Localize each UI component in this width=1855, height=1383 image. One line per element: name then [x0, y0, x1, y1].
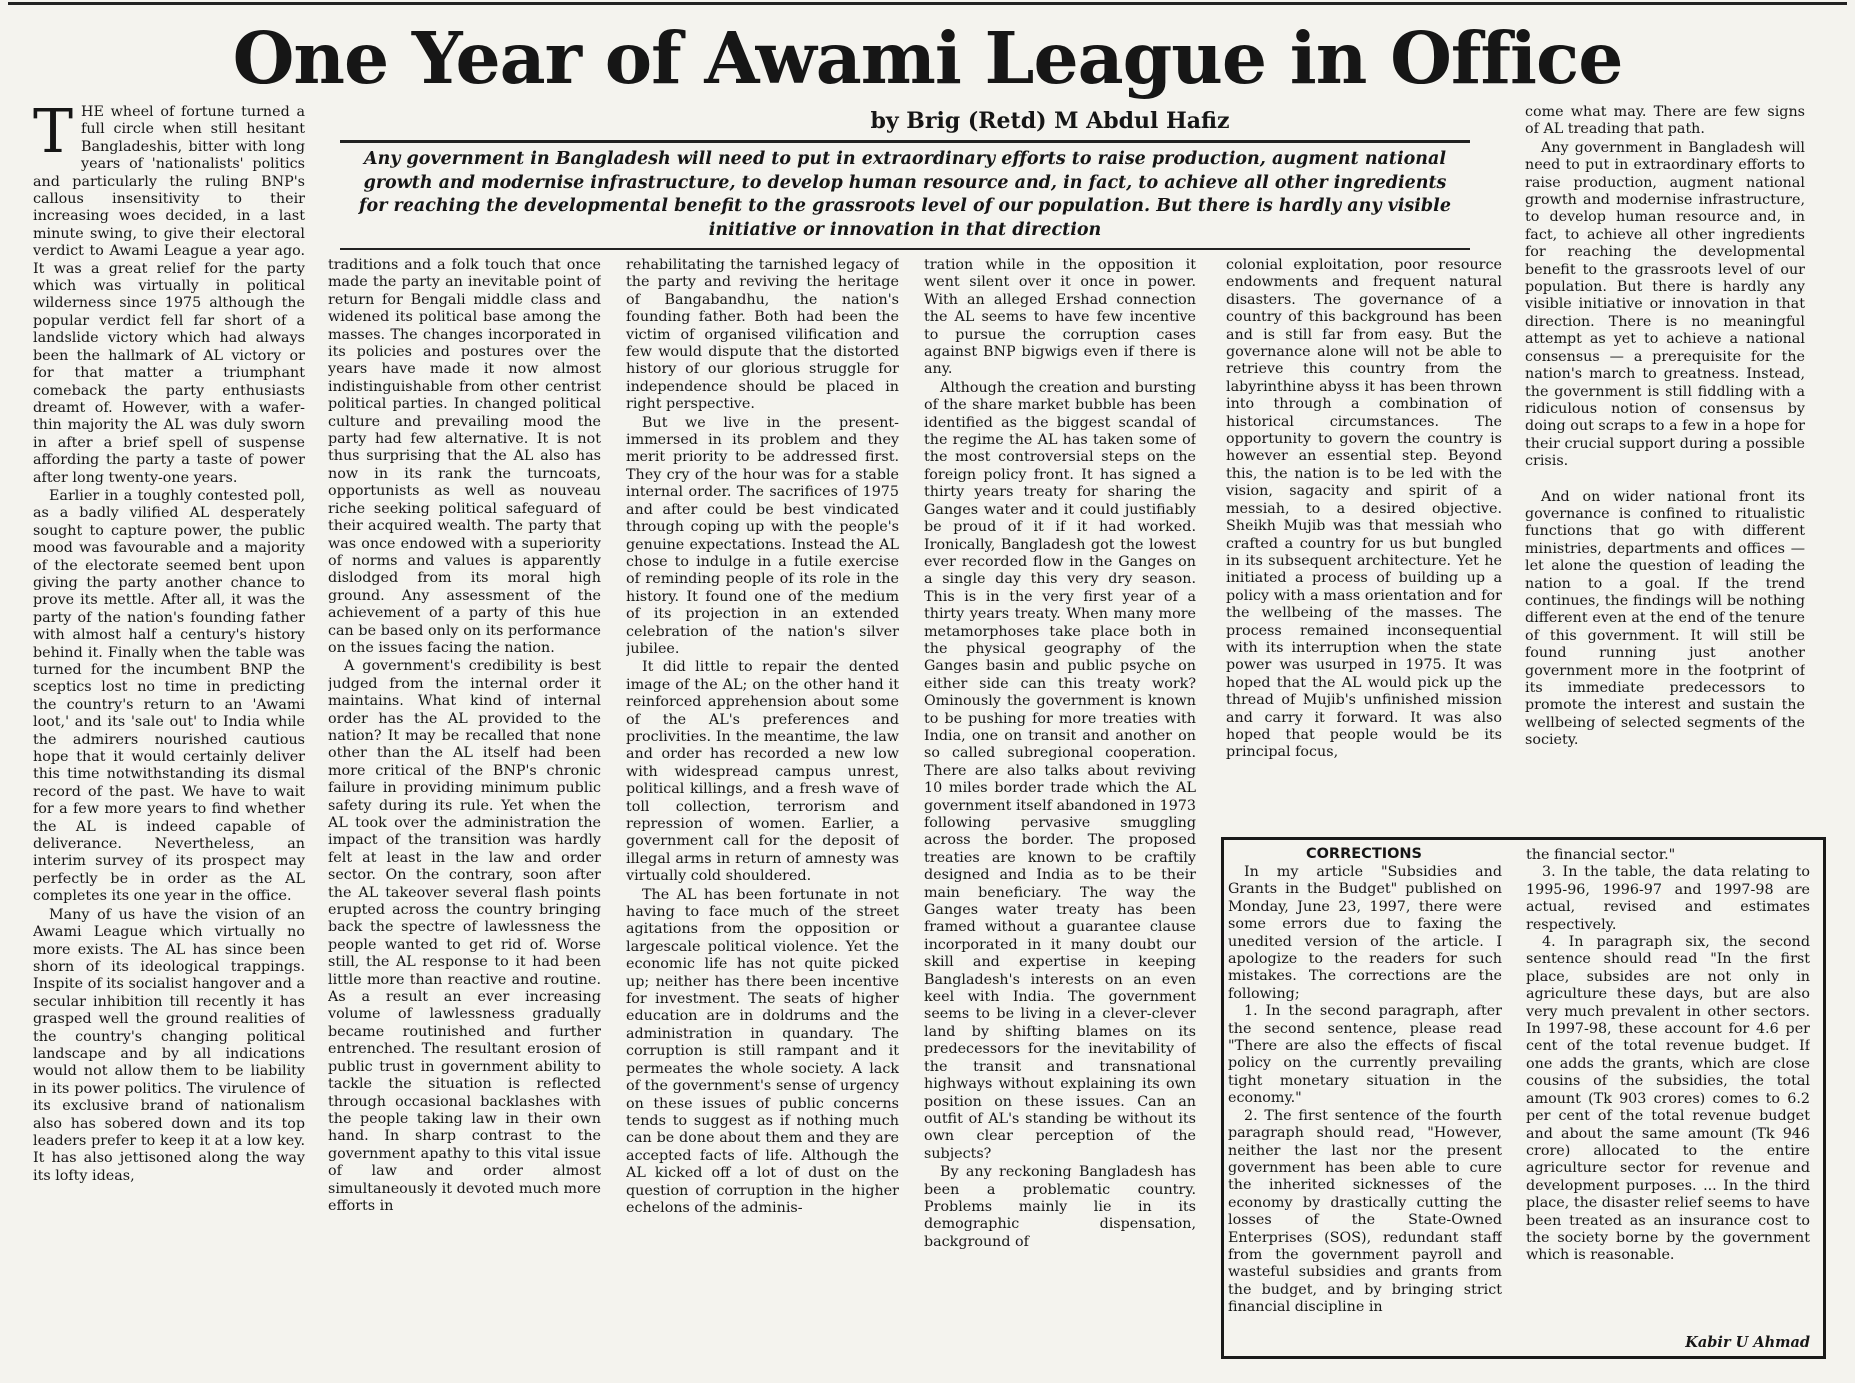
deck: Any government in Bangladesh will need to put in extraordinary efforts to raise production, augment national growth and modernise infrastructure, to develop human resource and, in fact, to achieve all other ingredients for reaching the developmental benefit to the grassroots level of our population. But there is hardly any visible initiative or innovation in that direction — [359, 149, 1451, 240]
correction-paragraph: 4. In paragraph six, the second sentence should read "In the first place, subsides are not only in agriculture these days, but are also very much prevalent in other sectors. In 1997-98, these account for 4.6 per cent of the total revenue budget. If one adds the grants, which are close cousins of the subsidies, the total amount (Tk 903 crores) comes to 6.2 per cent of the total revenue budget and about the same amount (Tk 946 crore) allocated to the entire agriculture sector for revenue and development purposes. ... In the third place, the disaster relief seems to have been treated as an insurance cost to the society borne by the government which is reasonable. — [1526, 934, 1810, 1264]
headline: One Year of Awami League in Office — [232, 16, 1623, 100]
correction-paragraph: 1. In the second paragraph, after the second sentence, please read "There are also the effects of fiscal policy on the currently prevailing tight monetary situation in the economy." — [1228, 1003, 1502, 1107]
article-paragraph: HE wheel of fortune turned a full circle when still hesitant Bangladeshis, bitter with long years of 'nationalists' politics and particularly the ruling BNP's callous insensitivity to their increasing woes decided, in a last minute swing, to give their electoral verdict to Awami League a year ago. It was a great relief for the party which was virtually in political wilderness since 1975 although the popular verdict fell far short of a landslide victory which had always been the hallmark of AL victory or for that matter a triumphant comeback the party enthusiasts dreamt of. However, with a wafer-thin majority the AL was duly sworn in after a brief spell of suspense affording the party a taste of power after long twenty-one years. — [33, 104, 305, 486]
article-column-5 — [1226, 257, 1502, 829]
corrections-column-right — [1526, 847, 1810, 1331]
article-column-4 — [924, 257, 1196, 1360]
article-column-3 — [626, 257, 899, 1360]
corrections-column-left — [1228, 864, 1502, 1356]
article-paragraph: rehabilitating the tarnished legacy of the party and reviving the heritage of Bangabandhu, the nation's founding father. Both had been the victim of organised vilification and few would dispute that the distorted history of our glorious struggle for independence should be placed in right perspective. — [626, 257, 899, 413]
correction-paragraph: In my article "Subsidies and Grants in the Budget" published on Monday, June 23, 1997, there were some errors due to faxing the unedited version of the article. I apologize to the readers for such mistakes. The corrections are the following; — [1228, 864, 1502, 1002]
article-paragraph: But we live in the present-immersed in its problem and they merit priority to be addressed first. They cry of the hour was for a stable internal order. The sacrifices of 1975 and after could be best vindicated through coping up with the people's genuine expectations. Instead the AL chose to indulge in a futile exercise of reminding people of its role in the history. It found one of the medium of its projection in an extended celebration of the nation's silver jubilee. — [626, 414, 899, 657]
deck-top-rule — [340, 140, 1470, 143]
article-paragraph: Although the creation and bursting of the share market bubble has been identified as the biggest scandal of the regime the AL has taken some of the most controversial steps on the foreign policy front. It has signed a thirty years treaty for sharing the Ganges water and it could justifiably be proud of it if it had worked. Ironically, Bangladesh got the lowest ever recorded flow in the Ganges on a single day this very dry season. This is in the very first year of a thirty years treaty. When many more metamorphoses take place both in the physical geography of the Ganges basin and public psyche on either side can this treaty work? Ominously the government is known to be pushing for more treaties with India, one on transit and another on so called subregional cooperation. There are also talks about reviving 10 miles border trade which the AL government itself abandoned in 1973 following pervasive smuggling across the border. The proposed treaties are known to be craftily designed and India as to be their main beneficiary. The way the Ganges water treaty has been framed without a guarantee clause incorporated in it many doubt our skill and expertise in keeping Bangladesh's interests on an even keel with India. The government seems to be living in a clever-clever land by shifting blames on its predecessors for the inevitability of the transit and transnational highways without explaining its own position on these issues. Can an outfit of AL's standing be without its own clear perception of the subjects? — [924, 379, 1196, 1162]
byline: by Brig (Retd) M Abdul Hafiz — [870, 108, 1230, 134]
deck-bottom-rule — [340, 248, 1470, 250]
article-paragraph: traditions and a folk touch that once made the party an inevitable point of return for Bengali middle class and widened its political base among the masses. The changes incorporated in its policies and postures over the years have made it now almost indistinguishable from other centrist political parties. In changed political culture and prevailing mood the party had few alternative. It is not thus surprising that the AL also has now in its rank the turncoats, opportunists as well as nouveau riche seeking political safeguard of their acquired wealth. The party that was once endowed with a superiority of norms and values is apparently dislodged from its moral high ground. Any assessment of the achievement of a party of this hue can be based only on its performance on the issues facing the nation. — [328, 257, 601, 656]
article-paragraph: come what may. There are few signs of AL treading that path. — [1525, 104, 1805, 138]
article-paragraph: Many of us have the vision of an Awami League which virtually no more exists. The AL has since been shorn of its ideological trappings. Inspite of its socialist hangover and a secular inhibition till recently it has grasped well the ground realities of the country's changing political landscape and by all indications would not allow them to be liability in its power politics. The virulence of its exclusive brand of nationalism also has sobered down and its top leaders prefer to keep it at a low key. It has also jettisoned along the way its lofty ideas, — [33, 906, 305, 1184]
article-paragraph: The AL has been fortunate in not having to face much of the street agitations from the opposition or largescale political violence. Yet the economic life has not quite picked up; neither has there been incentive for investment. The seats of higher education are in doldrums and the administration in quandary. The corruption is still rampant and it permeates the whole society. A lack of the government's sense of urgency on these issues of public concerns tends to suggest as if nothing much can be done about them and they are accepted facts of life. Although the AL kicked off a lot of dust on the question of corruption in the higher echelons of the adminis- — [626, 886, 899, 1216]
correction-paragraph: 3. In the table, the data relating to 1995-96, 1996-97 and 1997-98 are actual, revised and estimates respectively. — [1526, 864, 1810, 933]
article-paragraph: It did little to repair the dented image of the AL; on the other hand it reinforced apprehension about some of the AL's preferences and proclivities. In the meantime, the law and order has recorded a new low with widespread campus unrest, political killings, and a fresh wave of toll collection, terrorism and repression of women. Earlier, a government call for the deposit of illegal arms in return of amnesty was virtually cold shouldered. — [626, 659, 899, 885]
correction-paragraph: the financial sector." — [1526, 847, 1676, 863]
corrections-title: CORRECTIONS — [1305, 846, 1423, 862]
article-column-2 — [328, 257, 601, 1360]
drop-cap: T — [33, 104, 74, 167]
article-paragraph: Any government in Bangladesh will need to put in extraordinary efforts to raise production, augment national growth and modernise infrastructure, to develop human resource and, in fact, to achieve all other ingredients for reaching the developmental benefit to the grassroots level of our population. But there is hardly any visible initiative or innovation in that direction. There is no meaningful attempt as yet to achieve a national consensus — a prerequisite for the nation's march to greatness. Instead, the government is still fiddling with a ridiculous notion of consensus by doing out scraps to a few in a hope for their crucial support during a possible crisis. — [1525, 139, 1805, 470]
article-paragraph: Earlier in a toughly contested poll, as a badly vilified AL desperately sought to capture power, the public mood was favourable and a majority of the electorate seemed bent upon giving the party another chance to prove its mettle. After all, it was the party of the nation's founding father with almost half a century's history behind it. Finally when the table was turned for the incumbent BNP the sceptics lost no time in predicting the country's return to an 'Awami loot,' and its 'sale out' to India while the admirers nourished cautious hope that it would certainly deliver this time notwithstanding its dismal record of the past. We have to wait for a few more years to find whether the AL is indeed capable of deliverance. Nevertheless, an interim survey of its prospect may perfectly be in order as the AL completes its one year in the office. — [33, 487, 305, 905]
article-column-6 — [1525, 104, 1805, 829]
top-rule — [8, 2, 1847, 5]
article-column-1 — [33, 104, 305, 1360]
article-paragraph: colonial exploitation, poor resource endowments and frequent natural disasters. The governance of a country of this background has been and is still far from easy. But the governance alone will not be able to retrieve this country from the labyrinthine abyss it has been thrown into through a combination of historical circumstances. The opportunity to govern the country is however an essential step. Beyond this, the nation is to be led with the vision, sagacity and spirit of a messiah, to a desired objective. Sheikh Mujib was that messiah who crafted a country for us but bungled in its subsequent architecture. Yet he initiated a process of building up a policy with a mass orientation and for the wellbeing of the masses. The process remained inconsequential with its interruption when the state power was usurped in 1975. It was hoped that the AL would pick up the thread of Mujib's unfinished mission and carry it forward. It was also hoped that people would be its principal focus, — [1226, 257, 1502, 761]
article-paragraph: A government's credibility is best judged from the internal order it maintains. What kind of internal order has the AL provided to the nation? It may be recalled that none other than the AL itself had been more critical of the BNP's chronic failure in providing minimum public safety during its rule. Yet when the AL took over the administration the impact of the transition was hardly felt at least in the law and order sector. On the contrary, soon after the AL takeover several flash points erupted across the country bringing back the spectre of lawlessness the people wanted to get rid of. Worse still, the AL response to it had been little more than reactive and routine. As a result an ever increasing volume of lawlessness gradually became routinished and further entrenched. The resultant erosion of public trust in government ability to tackle the situation is reflected through occasional backlashes with the people taking law in their own hand. In sharp contrast to the government apathy to this vital issue of law and order almost simultaneously it devoted much more efforts in — [328, 658, 601, 1214]
article-paragraph: By any reckoning Bangladesh has been a problematic country. Problems mainly lie in its demographic dispensation, background of — [924, 1164, 1196, 1250]
corrections-signature: Kabir U Ahmad — [1685, 1334, 1810, 1351]
correction-paragraph: 2. The first sentence of the fourth paragraph should read, "However, neither the last nor the present government has been able to cure the inherited sicknesses of the economy by drastically cutting the losses of the State-Owned Enterprises (SOS), redundant staff from the government payroll and wasteful subsidies and grants from the budget, and by bringing strict financial discipline in — [1228, 1107, 1502, 1316]
article-paragraph: tration while in the opposition it went silent over it once in power. With an alleged Ershad connection the AL seems to have few incentive to pursue the corruption cases against BNP bigwigs even if there is any. — [924, 257, 1196, 378]
article-paragraph: And on wider national front its governance is confined to ritualistic functions that go with different ministries, departments and offices — let alone the question of leading the nation to a goal. If the trend continues, the findings will be nothing different even at the end of the tenure of this government. It will still be found running just another government more in the footprint of its immediate predecessors to promote the interest and sustain the wellbeing of selected segments of the society. — [1525, 488, 1805, 749]
